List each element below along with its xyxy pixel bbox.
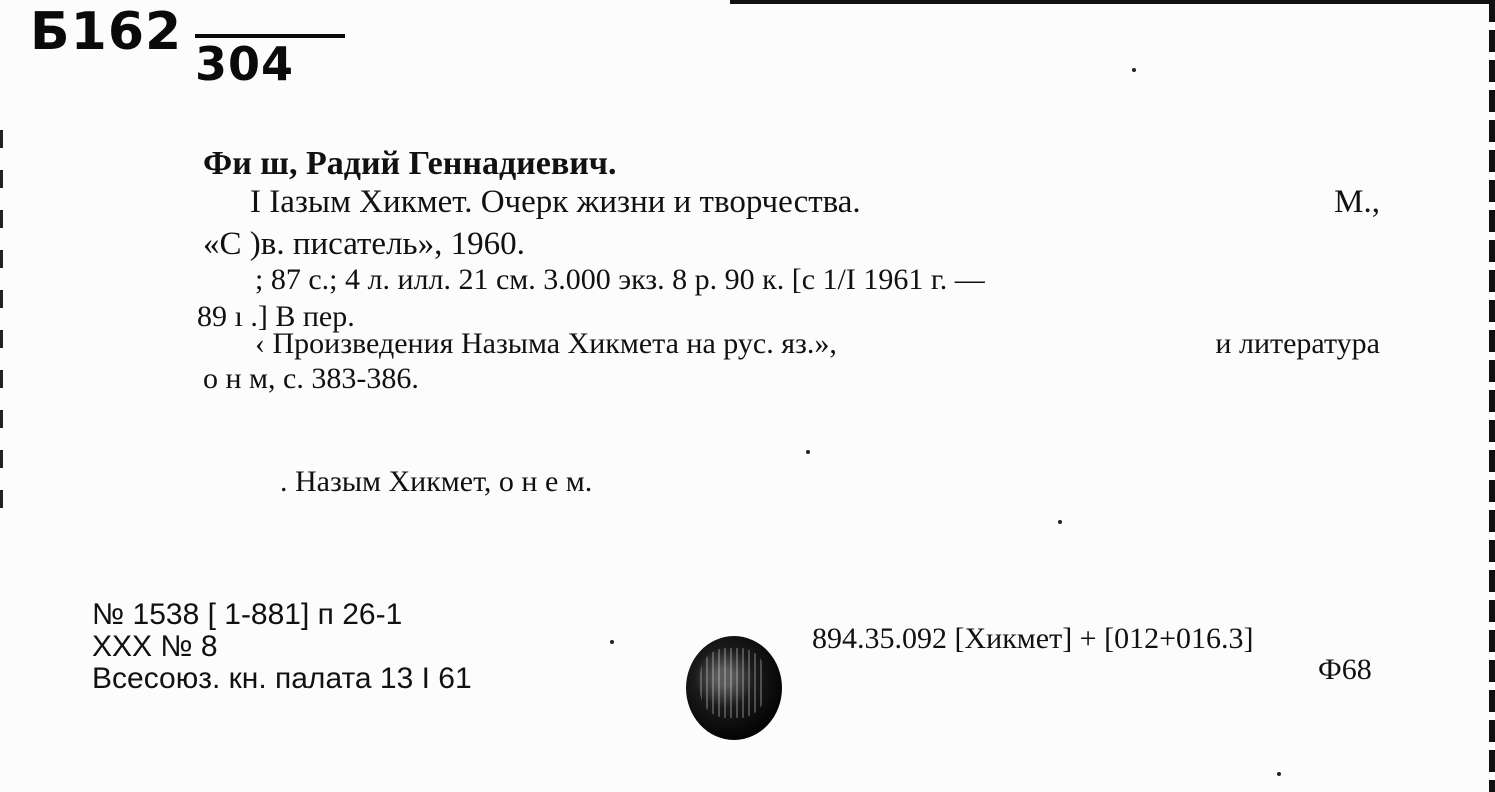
ink-speck bbox=[806, 450, 810, 454]
subject-heading: . Назым Хикмет, о н е м. bbox=[280, 465, 593, 498]
card-right-edge bbox=[1489, 0, 1495, 792]
ink-speck bbox=[1058, 520, 1062, 524]
physical-description-line-1: ; 87 с.; 4 л. илл. 21 см. 3.000 экз. 8 р. 90 к. [с 1/I 1961 г. — bbox=[255, 263, 985, 296]
classification-code: 894.35.092 [Хикмет] + [012+016.3] bbox=[812, 622, 1254, 655]
note-text-end: и литература bbox=[1215, 327, 1380, 360]
title-line-1 bbox=[250, 183, 1380, 221]
ink-speck bbox=[610, 640, 614, 644]
shelf-mark-left: Б162 bbox=[30, 2, 183, 62]
ink-speck bbox=[1132, 68, 1136, 72]
title-line-2: «С )в. писатель», 1960. bbox=[203, 226, 525, 262]
ink-speck bbox=[1277, 772, 1281, 776]
registration-line-1: № 1538 [ 1-881] п 26-1 bbox=[92, 598, 403, 631]
registration-line-3: Всесоюз. кн. палата 13 I 61 bbox=[92, 662, 472, 695]
price-code: Ф68 bbox=[1318, 653, 1372, 686]
shelf-mark-right: 304 bbox=[195, 34, 345, 90]
card-top-edge bbox=[730, 0, 1495, 4]
author-heading: Фи ш, Радий Геннадиевич. bbox=[203, 145, 617, 182]
card-left-edge bbox=[0, 130, 3, 510]
note-line-2: о н м, с. 383-386. bbox=[203, 362, 419, 395]
place-of-publication: М., bbox=[1334, 184, 1380, 220]
note-line-1 bbox=[255, 325, 1380, 363]
punch-hole-texture bbox=[700, 648, 766, 718]
title-text: I Iазым Хикмет. Очерк жизни и творчества. bbox=[250, 184, 861, 220]
note-text: ‹ Произведения Назыма Хикмета на рус. яз.», bbox=[255, 327, 837, 360]
physical-description-line-2: 89 ı .] В пер. bbox=[197, 300, 355, 333]
registration-line-2: XXX № 8 bbox=[92, 630, 218, 663]
